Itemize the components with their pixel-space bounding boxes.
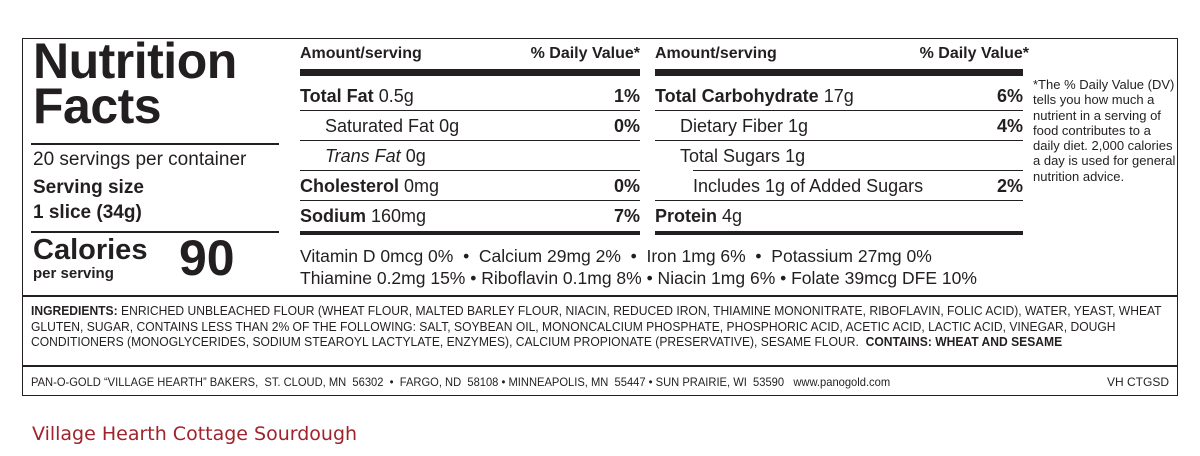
ingredients-label: INGREDIENTS: bbox=[31, 303, 118, 318]
calories-label: Calories bbox=[33, 234, 148, 266]
vitamins-line-2: Thiamine 0.2mg 15% • Riboflavin 0.1mg 8% • Niacin 1mg 6% • Folate 39mcg DFE 10% bbox=[300, 268, 977, 288]
nutrient-amount: 160mg bbox=[371, 206, 427, 226]
header-rule bbox=[655, 69, 1023, 76]
nutrient-amount: 0.5g bbox=[378, 86, 414, 106]
nutrient-row-saturated-fat bbox=[300, 110, 640, 140]
serving-size-label: Serving size bbox=[33, 177, 144, 198]
nutrient-column-left bbox=[300, 39, 640, 239]
column-header bbox=[300, 45, 640, 65]
nutrient-row-cholesterol bbox=[300, 170, 640, 200]
nutrient-dv: 6% bbox=[996, 86, 1023, 106]
ingredients-text: ENRICHED UNBLEACHED FLOUR (WHEAT FLOUR, MALTED BARLEY FLOUR, NIACIN, REDUCED IRON, THIAMINE MONONITRATE, RIBOFLAVIN, FOLIC ACID), WATER, YEAST, WHEAT GLUTEN, SUGAR, CONTAINS LESS THAN 2% OF THE FOLLOWING: SALT, SOYBEAN OIL, MONONCALCIUM PHOSPHATE, PHOSPHORIC ACID, ACETIC ACID, LACTIC ACID, VINEGAR, DOUGH CONDITIONERS (MONOGLYCERIDES, SODIUM STEAROYL LACTYLATE, ENZYMES), CALCIUM PROPIONATE (PRESERVATIVE), SESAME FLOUR. bbox=[31, 303, 1162, 349]
nutrient-name: Total Sugars bbox=[680, 146, 781, 166]
vitamins-minerals bbox=[300, 245, 977, 289]
nutrient-amount: 0g bbox=[439, 116, 460, 136]
column-bottom-rule bbox=[300, 231, 640, 235]
nutrient-dv: 4% bbox=[996, 116, 1023, 136]
ingredients-statement bbox=[31, 303, 1171, 350]
column-bottom-rule bbox=[655, 231, 1023, 235]
nutrient-dv: 7% bbox=[613, 206, 640, 226]
nutrition-facts-title bbox=[33, 33, 237, 134]
nutrient-row-sodium bbox=[300, 200, 640, 230]
column-header bbox=[655, 45, 1029, 65]
nutrient-amount: 1g bbox=[785, 146, 806, 166]
header-rule bbox=[300, 69, 640, 76]
nutrient-amount: 4g bbox=[722, 206, 743, 226]
title-line-1: Nutrition bbox=[33, 33, 237, 89]
product-code: VH CTGSD bbox=[1106, 375, 1169, 389]
nutrient-row-protein bbox=[655, 200, 1023, 230]
nutrient-name: Trans Fat bbox=[325, 146, 401, 166]
title-divider bbox=[31, 143, 279, 145]
nutrient-amount: 0g bbox=[405, 146, 426, 166]
amount-header: Amount/serving bbox=[300, 45, 422, 62]
nutrient-column-right bbox=[655, 39, 1029, 239]
servings-per-container: 20 servings per container bbox=[33, 149, 247, 170]
nutrient-name: Cholesterol bbox=[300, 176, 400, 196]
daily-value-header: % Daily Value* bbox=[530, 45, 640, 62]
nutrient-row-dietary-fiber bbox=[655, 110, 1023, 140]
title-line-2: Facts bbox=[33, 78, 162, 134]
vitamins-line-1: Vitamin D 0mcg 0% • Calcium 29mg 2% • Iron 1mg 6% • Potassium 27mg 0% bbox=[300, 246, 932, 266]
nutrient-row-trans-fat bbox=[300, 140, 640, 170]
serving-size-value: 1 slice (34g) bbox=[33, 202, 142, 223]
nutrient-name: Includes 1g of Added Sugars bbox=[693, 176, 924, 196]
allergen-statement: CONTAINS: WHEAT AND SESAME bbox=[865, 334, 1063, 349]
nutrient-row-total-carbohydrate bbox=[655, 80, 1023, 110]
daily-value-header: % Daily Value* bbox=[919, 45, 1029, 62]
nutrient-dv: 0% bbox=[613, 176, 640, 196]
footer-divider bbox=[23, 365, 1177, 367]
calories-value: 90 bbox=[179, 230, 235, 286]
nutrient-row-total-fat bbox=[300, 80, 640, 110]
amount-header: Amount/serving bbox=[655, 45, 777, 62]
manufacturer-address: PAN-O-GOLD “VILLAGE HEARTH” BAKERS, ST. CLOUD, MN 56302 • FARGO, ND 58108 • MINNEAPOLIS, MN 55447 • SUN PRAIRIE, WI 53590 www.panogold.com bbox=[31, 375, 891, 389]
nutrient-dv: 0% bbox=[613, 116, 640, 136]
nutrient-row-added-sugars bbox=[655, 170, 1023, 200]
calories-per-serving: per serving bbox=[33, 265, 114, 282]
nutrient-name: Saturated Fat bbox=[325, 116, 435, 136]
nutrient-name: Sodium bbox=[300, 206, 366, 226]
nutrition-label bbox=[22, 33, 1178, 396]
ingredients-divider bbox=[23, 295, 1177, 297]
nutrient-amount: 0mg bbox=[404, 176, 440, 196]
daily-value-footnote: *The % Daily Value (DV) tells you how much a nutrient in a serving of food contributes to a daily diet. 2,000 calories a day is used for general nutrition advice. bbox=[1033, 77, 1176, 184]
nutrient-name: Total Fat bbox=[300, 86, 374, 106]
serving-size bbox=[33, 175, 144, 225]
nutrient-amount: 1g bbox=[788, 116, 809, 136]
nutrient-name: Total Carbohydrate bbox=[655, 86, 819, 106]
nutrient-dv: 2% bbox=[996, 176, 1023, 196]
serving-divider bbox=[31, 231, 279, 233]
nutrient-name: Protein bbox=[655, 206, 718, 226]
nutrient-amount: 17g bbox=[823, 86, 854, 106]
product-name: Village Hearth Cottage Sourdough bbox=[32, 423, 358, 445]
nutrient-dv: 1% bbox=[613, 86, 640, 106]
nutrient-row-total-sugars bbox=[655, 140, 1023, 170]
nutrient-name: Dietary Fiber bbox=[680, 116, 784, 136]
